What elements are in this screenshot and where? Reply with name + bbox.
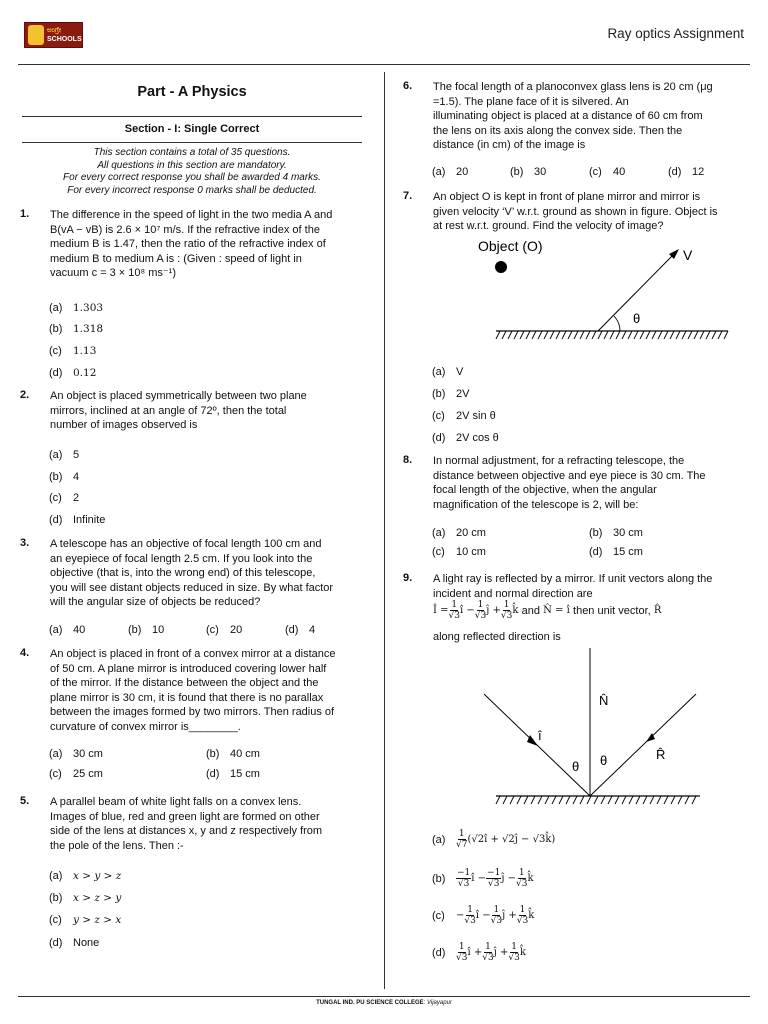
option-text: 40 <box>73 624 86 636</box>
instruction-line: For every correct response you shall be awarded 4 marks. <box>63 172 321 183</box>
option-label: (d) <box>49 937 63 949</box>
option-label: (b) <box>432 388 446 400</box>
option-text: 40 <box>613 166 626 178</box>
option-label: (a) <box>49 870 63 882</box>
option-c[interactable]: (c) − $\frac{1}{√3}$ î − $\frac{1}{√3}$ ĵ + $\frac{1}{√3}$ k̂ <box>432 905 535 926</box>
option-text: 15 cm <box>230 768 260 780</box>
header-divider <box>18 64 750 65</box>
angle-label: θ <box>633 311 641 326</box>
question-line: of the mirror. If the distance between the object and the <box>50 677 319 690</box>
option-label: (d) <box>589 546 603 558</box>
question-text <box>433 190 763 234</box>
option-text: 1.318 <box>73 323 104 335</box>
option-label: (d) <box>49 514 63 526</box>
fraction: $\frac{-1}{√3}$ <box>487 868 501 889</box>
option-label: (c) <box>432 546 445 558</box>
question-line: an eyepiece of focal length 2.5 cm. If you look into the <box>50 552 313 565</box>
option-d[interactable] <box>589 546 643 558</box>
question-number: 8. <box>403 454 413 466</box>
question-line: An object O is kept in front of plane mirror and mirror is <box>433 191 701 203</box>
question-line: plane mirror is 30 cm, it is found that there is no parallax <box>50 691 324 704</box>
question-line: In normal adjustment, for a refracting telescope, the <box>433 455 685 467</box>
option-d[interactable] <box>49 937 99 949</box>
option-text: 30 <box>534 166 547 178</box>
question-number: 9. <box>403 572 413 584</box>
instruction-line: All questions in this section are mandatory. <box>97 159 287 171</box>
footer-divider <box>18 996 750 997</box>
option-label: (b) <box>49 471 63 483</box>
fraction: $\frac{1}{√3}$ <box>464 905 476 926</box>
option-b[interactable] <box>49 892 121 904</box>
option-label: (a) <box>432 833 446 846</box>
option-label: (c) <box>49 768 62 780</box>
option-label: (d) <box>432 432 446 444</box>
fraction: $\frac{1}{√3}$ <box>474 600 487 621</box>
question-line: illuminating object is placed at a distance of 60 cm from <box>433 110 703 123</box>
option-text: 4 <box>73 471 80 483</box>
question-number: 2. <box>20 389 30 401</box>
option-label: (c) <box>206 624 219 636</box>
option-a[interactable] <box>432 366 463 378</box>
mirror-velocity-figure <box>470 232 730 346</box>
fraction: $\frac{1}{√3}$ <box>490 905 503 926</box>
option-label: (c) <box>49 492 62 504</box>
question-line: The focal length of a planoconvex glass lens is 20 cm (μg <box>433 81 713 93</box>
option-text: 5 <box>73 449 80 461</box>
option-d[interactable] <box>49 367 96 379</box>
option-a[interactable] <box>49 302 103 314</box>
option-text: None <box>73 937 100 949</box>
option-label: (b) <box>510 166 524 178</box>
option-label: (b) <box>206 748 220 760</box>
option-label: (c) <box>49 345 62 357</box>
question-line: side of the lens at distances x, y and z respectively from <box>50 825 323 838</box>
footer-place: Vijayapur <box>427 1000 452 1006</box>
column-divider <box>384 72 385 989</box>
option-text: 12 <box>692 166 705 178</box>
option-d[interactable] <box>432 432 499 444</box>
fraction: $\frac{1}{√3}$ <box>456 942 468 963</box>
option-label: (d) <box>432 946 446 959</box>
question-line: B(vA − vB) is 2.6 × 10⁷ m/s. If the refractive index of the <box>50 223 320 236</box>
document-title: Ray optics Assignment <box>607 26 744 41</box>
velocity-label: V <box>683 247 693 263</box>
option-label: (d) <box>206 768 220 780</box>
option-label: (b) <box>128 624 142 636</box>
option-text: 15 cm <box>613 546 643 558</box>
question-line: magnification of the telescope is 2, will be: <box>433 498 639 511</box>
object-dot <box>495 261 507 273</box>
question-number: 1. <box>20 208 30 220</box>
option-text: 2V sin θ <box>456 410 496 422</box>
option-b[interactable]: (b) $\frac{-1}{√3}$ î − $\frac{-1}{√3}$ ĵ − $\frac{1}{√3}$ k̂ <box>432 868 534 889</box>
option-label: (b) <box>49 323 63 335</box>
angle-arc <box>614 316 620 331</box>
question-line: A telescope has an objective of focal length 100 cm and <box>50 538 322 550</box>
option-b[interactable] <box>128 624 164 636</box>
question-line: The difference in the speed of light in the two media A and <box>50 209 333 221</box>
option-c[interactable] <box>432 546 486 558</box>
option-b[interactable] <box>510 166 546 178</box>
footer-college: TUNGAL IND. PU SCIENCE COLLEGE <box>316 1000 424 1006</box>
option-label: (d) <box>49 367 63 379</box>
question-line: the pole of the lens. Then :- <box>50 839 184 852</box>
normal-label: N̂ <box>599 693 609 708</box>
question-text <box>50 537 360 610</box>
mirror-hatching <box>496 331 728 339</box>
question-line: distance between objective and eye piece is 30 cm. The <box>433 469 706 482</box>
option-c[interactable] <box>49 492 79 504</box>
option-label: (a) <box>432 527 446 539</box>
question-line: incident and normal direction are <box>433 587 593 600</box>
incident-label: î <box>538 728 542 743</box>
option-d[interactable] <box>49 514 105 526</box>
question-line: will the angular size of objects be reduced? <box>50 596 261 609</box>
option-b[interactable] <box>206 748 260 760</box>
option-d[interactable] <box>206 768 260 780</box>
option-text: 30 cm <box>613 527 643 539</box>
option-label: (b) <box>432 872 446 885</box>
option-d[interactable]: (d) $\frac{1}{√3}$ î + $\frac{1}{√3}$ ĵ + $\frac{1}{√3}$ k̂ <box>432 942 526 963</box>
question-line: you will see distant objects reduced in size. By what factor <box>50 581 334 594</box>
normal-vector-expression: N̂ = î <box>539 605 574 616</box>
question-number: 6. <box>403 80 413 92</box>
fraction: $\frac{1}{√3}$ <box>516 868 528 889</box>
question-line: An object is placed in front of a convex mirror at a distance <box>50 648 336 660</box>
option-expression: (√2î + √2ĵ − √3k̂) <box>467 834 556 845</box>
angle-label-right: θ <box>600 753 608 768</box>
option-text: 30 cm <box>73 748 103 760</box>
question-number: 4. <box>20 647 30 659</box>
question-line: given velocity ‘V’ w.r.t. ground as shown in figure. Object is <box>433 205 718 218</box>
question-text <box>50 647 360 735</box>
option-a[interactable] <box>432 829 555 850</box>
question-line: An object is placed symmetrically between two plane <box>50 390 307 402</box>
option-label: (d) <box>285 624 299 636</box>
question-number: 5. <box>20 795 30 807</box>
question-line: =1.5). The plane face of it is silvered. An <box>433 95 629 108</box>
option-text: 1.13 <box>73 345 97 357</box>
option-text: 40 cm <box>230 748 260 760</box>
option-label: (c) <box>589 166 602 178</box>
section-title: Section - I: Single Correct <box>124 123 260 135</box>
footer: TUNGAL IND. PU SCIENCE COLLEGE: Vijayapur <box>316 1000 452 1006</box>
option-a[interactable] <box>49 748 103 760</box>
option-b[interactable] <box>49 471 79 483</box>
option-text: 2 <box>73 492 80 504</box>
option-text: x > z > y <box>73 892 122 904</box>
section-divider-top <box>22 116 362 117</box>
logo-bottom-text: SCHOOLS <box>47 36 82 43</box>
option-text: 0.12 <box>73 367 97 379</box>
option-b[interactable] <box>432 388 469 400</box>
option-text: 10 cm <box>456 546 486 558</box>
question-text <box>433 80 763 153</box>
option-text: 10 <box>152 624 165 636</box>
option-c[interactable] <box>49 768 103 780</box>
option-label: (a) <box>49 302 63 314</box>
option-d[interactable] <box>668 166 704 178</box>
question-line: along reflected direction is <box>433 631 561 643</box>
option-label: (b) <box>49 892 63 904</box>
option-text: 1.303 <box>73 302 104 314</box>
option-text: 25 cm <box>73 768 103 780</box>
option-c[interactable] <box>49 914 121 926</box>
fraction: $\frac{1}{√3}$ <box>500 600 513 621</box>
question-number: 3. <box>20 537 30 549</box>
vector-formula-line: Î = $\frac{1}{√3}$ î − $\frac{1}{√3}$ ĵ + $\frac{1}{√3}$ k̂ and N̂ = î then unit vector, R̂ <box>433 600 662 621</box>
option-a[interactable] <box>49 624 85 636</box>
option-label: (c) <box>49 914 62 926</box>
option-text: 4 <box>309 624 316 636</box>
question-line: number of images observed is <box>50 419 198 432</box>
option-text: 20 cm <box>456 527 486 539</box>
section-instructions <box>22 147 362 197</box>
incident-vector-expression: Î = <box>433 605 449 616</box>
reflected-ray <box>590 694 696 796</box>
formula-tail: then unit vector, <box>573 604 651 617</box>
question-text <box>433 572 763 601</box>
option-text: y > z > x <box>73 914 122 926</box>
option-b[interactable] <box>49 323 103 335</box>
instruction-line: This section contains a total of 35 questions. <box>93 147 291 158</box>
question-line: medium B is 1.47, then the ratio of the refractive index of <box>50 238 326 251</box>
question-line: curvature of convex mirror is________. <box>50 720 241 733</box>
option-text: x > y > z <box>73 870 122 882</box>
question-line: Images of blue, red and green light are formed on other <box>50 810 320 823</box>
option-label: (a) <box>432 366 446 378</box>
option-a[interactable] <box>49 870 121 882</box>
question-text <box>50 389 360 433</box>
option-text: 2V cos θ <box>456 432 499 444</box>
option-label: (c) <box>432 410 445 422</box>
question-text <box>50 208 360 281</box>
option-c[interactable] <box>49 345 96 357</box>
fraction: $\frac{-1}{√3}$ <box>457 868 471 889</box>
question-line: focal length of the objective, when the angular <box>433 484 657 497</box>
option-text: 20 <box>230 624 243 636</box>
question-line: mirrors, inclined at an angle of 72º, then the total <box>50 404 287 417</box>
fraction: $\frac{1}{√7}$ <box>456 829 468 850</box>
option-label: (a) <box>432 166 446 178</box>
question-line: between the images formed by two mirrors. Then radius of <box>50 706 335 719</box>
part-title: Part - A Physics <box>137 84 247 100</box>
reflected-label: R̂ <box>656 747 666 762</box>
question-number: 7. <box>403 190 413 202</box>
question-line: distance (in cm) of the image is <box>433 139 586 152</box>
option-label: (a) <box>49 748 63 760</box>
logo-top-text: ಅಂಗ್ರೇ <box>47 27 62 34</box>
question-line: vacuum c = 3 × 10⁸ ms⁻¹) <box>50 267 176 280</box>
option-label: (a) <box>49 449 63 461</box>
option-label: (a) <box>49 624 63 636</box>
option-a[interactable] <box>432 527 486 539</box>
question-line: objective (that is, into the wrong end) of this telescope, <box>50 567 316 580</box>
option-a[interactable] <box>432 166 468 178</box>
formula-connector: and <box>521 604 540 617</box>
question-line: at rest w.r.t. ground. Find the velocity of image? <box>433 220 664 233</box>
option-c[interactable] <box>206 624 242 636</box>
option-text: 20 <box>456 166 469 178</box>
mirror-hatching <box>496 796 696 804</box>
question-text <box>50 795 360 853</box>
option-a[interactable] <box>49 449 79 461</box>
question-line: the lens on its axis along the convex side. Then the <box>433 124 683 137</box>
option-c[interactable] <box>589 166 625 178</box>
school-logo <box>24 22 83 48</box>
fraction: $\frac{1}{√3}$ <box>482 942 494 963</box>
angle-label-left: θ <box>572 759 580 774</box>
question-line: A light ray is reflected by a mirror. If unit vectors along the <box>433 573 713 585</box>
option-text: 2V <box>456 388 470 400</box>
logo-emblem-icon <box>28 25 44 45</box>
option-text: V <box>456 366 464 378</box>
fraction: $\frac{1}{√3}$ <box>448 600 460 621</box>
question-text <box>433 454 763 512</box>
option-c[interactable] <box>432 410 496 422</box>
option-d[interactable] <box>285 624 315 636</box>
fraction: $\frac{1}{√3}$ <box>508 942 520 963</box>
option-label: (d) <box>668 166 682 178</box>
question-line: A parallel beam of white light falls on a convex lens. <box>50 796 302 808</box>
question-line: medium B to medium A is : (Given : speed of light in <box>50 252 302 265</box>
object-label: Object (O) <box>478 238 543 254</box>
option-label: (c) <box>432 909 445 922</box>
question-line: of 50 cm. A plane mirror is introduced covering lower half <box>50 662 327 675</box>
option-text: Infinite <box>73 514 106 526</box>
option-b[interactable] <box>589 527 643 539</box>
option-label: (b) <box>589 527 603 539</box>
fraction: $\frac{1}{√3}$ <box>516 905 529 926</box>
reflection-figure <box>480 648 710 808</box>
instruction-line: For every incorrect response 0 marks shall be deducted. <box>67 184 317 196</box>
section-divider-bottom <box>22 142 362 143</box>
